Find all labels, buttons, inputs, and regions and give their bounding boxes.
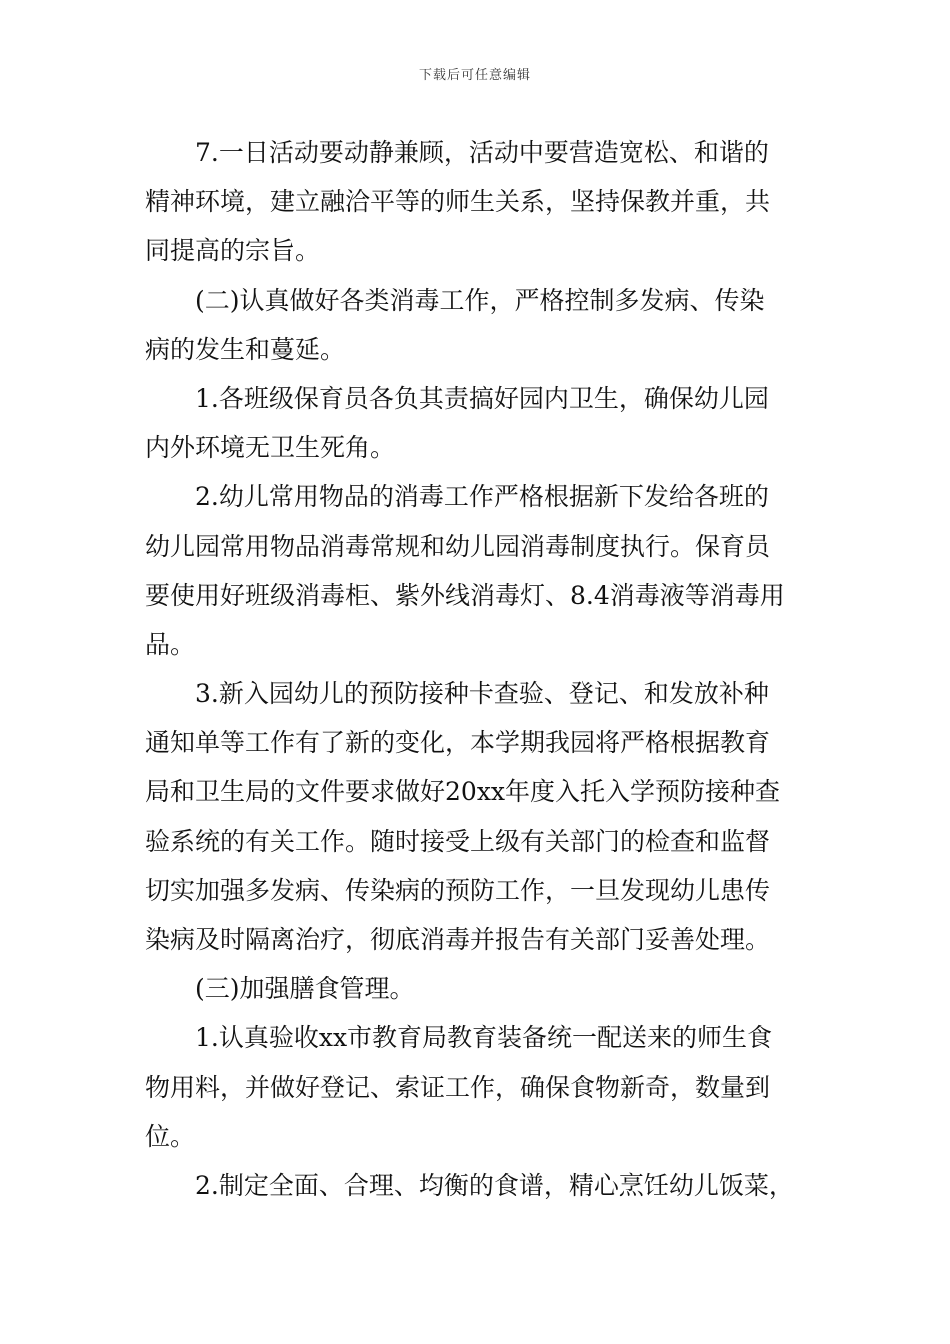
text-line: (二)认真做好各类消毒工作，严格控制多发病、传染 (195, 285, 765, 315)
text-line: 1.认真验收xx市教育局教育装备统一配送来的师生食 (195, 1023, 773, 1053)
text-line: 验系统的有关工作。随时接受上级有关部门的检查和监督 (145, 826, 771, 856)
text-line: 同提高的宗旨。 (145, 236, 321, 266)
text-line: 品。 (145, 629, 196, 659)
text-line: 要使用好班级消毒柜、紫外线消毒灯、8.4消毒液等消毒用 (145, 580, 785, 610)
text-line: (三)加强膳食管理。 (195, 974, 415, 1004)
document-body (145, 128, 815, 1210)
text-line: 2.制定全面、合理、均衡的食谱，精心烹饪幼儿饭菜， (195, 1170, 794, 1200)
text-line: 1.各班级保育员各负其责搞好园内卫生，确保幼儿园 (195, 383, 769, 413)
text-line: 7.一日活动要动静兼顾，活动中要营造宽松、和谐的 (195, 138, 769, 167)
page-header: 下载后可任意编辑 (418, 68, 531, 83)
text-line: 物用料，并做好登记、索证工作，确保食物新奇，数量到 (145, 1072, 771, 1102)
text-line: 切实加强多发病、传染病的预防工作，一旦发现幼儿患传 (145, 875, 771, 905)
text-line: 2.幼儿常用物品的消毒工作严格根据新下发给各班的 (195, 482, 769, 512)
text-line: 3.新入园幼儿的预防接种卡查验、登记、和发放补种 (195, 679, 769, 709)
text-line: 局和卫生局的文件要求做好20xx年度入托入学预防接种查 (145, 777, 781, 807)
text-line: 幼儿园常用物品消毒常规和幼儿园消毒制度执行。保育员 (145, 531, 771, 561)
text-line: 内外环境无卫生死角。 (145, 433, 396, 463)
text-line: 染病及时隔离治疗，彻底消毒并报告有关部门妥善处理。 (145, 925, 771, 954)
text-line: 精神环境，建立融洽平等的师生关系，坚持保教并重，共 (145, 187, 771, 217)
text-line: 位。 (145, 1121, 196, 1151)
text-line: 通知单等工作有了新的变化，本学期我园将严格根据教育 (145, 728, 771, 758)
text-line: 病的发生和蔓延。 (145, 334, 346, 364)
